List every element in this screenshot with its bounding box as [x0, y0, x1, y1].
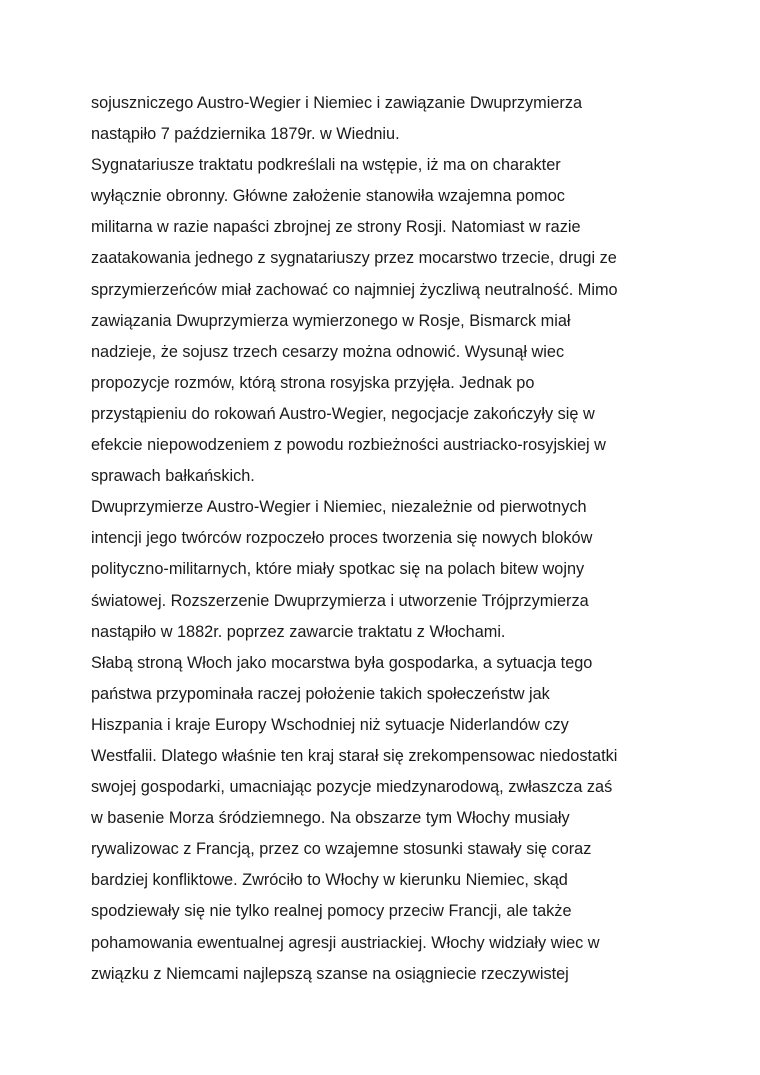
text-line: w basenie Morza śródziemnego. Na obszarze tym Włochy musiały — [91, 809, 570, 828]
text-line: Dwuprzymierze Austro-Wegier i Niemiec, niezależnie od pierwotnych — [91, 498, 587, 517]
text-line: związku z Niemcami najlepszą szanse na osiągniecie rzeczywistej — [91, 964, 569, 983]
text-line: spodziewały się nie tylko realnej pomocy przeciw Francji, ale także — [91, 902, 572, 921]
text-line: efekcie niepowodzeniem z powodu rozbieżności austriacko-rosyjskiej w — [91, 436, 606, 455]
text-line: intencji jego twórców rozpoczeło proces tworzenia się nowych bloków — [91, 529, 593, 548]
text-line: propozycje rozmów, którą strona rosyjska przyjęła. Jednak po — [91, 373, 535, 392]
text-line: militarna w razie napaści zbrojnej ze strony Rosji. Natomiast w razie — [91, 218, 581, 237]
text-line: bardziej konfliktowe. Zwróciło to Włochy w kierunku Niemiec, skąd — [91, 871, 568, 890]
text-line: państwa przypominała raczej położenie takich społeczeństw jak — [91, 684, 550, 703]
text-line: przystąpieniu do rokowań Austro-Wegier, negocjacje zakończyły się w — [91, 404, 595, 423]
text-line: pohamowania ewentualnej agresji austriackiej. Włochy widziały wiec w — [91, 933, 600, 952]
text-line: swojej gospodarki, umacniając pozycje miedzynarodową, zwłaszcza zaś — [91, 778, 613, 797]
body-text — [91, 88, 691, 990]
text-line: Hiszpania i kraje Europy Wschodniej niż sytuacje Niderlandów czy — [91, 715, 569, 734]
text-line: Słabą stroną Włoch jako mocarstwa była gospodarka, a sytuacja tego — [91, 653, 593, 672]
text-line: zaatakowania jednego z sygnatariuszy przez mocarstwo trzecie, drugi ze — [91, 249, 617, 268]
text-line: zawiązania Dwuprzymierza wymierzonego w Rosje, Bismarck miał — [91, 311, 571, 330]
text-line: Westfalii. Dlatego właśnie ten kraj starał się zrekompensowac niedostatki — [91, 746, 618, 765]
text-line: nastąpiło 7 października 1879r. w Wiedniu. — [91, 125, 400, 144]
text-line: nastąpiło w 1882r. poprzez zawarcie traktatu z Włochami. — [91, 622, 506, 641]
text-line: sprzymierzeńców miał zachować co najmniej życzliwą neutralność. Mimo — [91, 280, 618, 299]
text-line: rywalizowac z Francją, przez co wzajemne stosunki stawały się coraz — [91, 840, 592, 859]
text-line: nadzieje, że sojusz trzech cesarzy można odnowić. Wysunął wiec — [91, 342, 565, 361]
text-line: polityczno-militarnych, które miały spotkac się na polach bitew wojny — [91, 560, 585, 579]
text-line: sprawach bałkańskich. — [91, 467, 255, 486]
text-line: sojuszniczego Austro-Wegier i Niemiec i zawiązanie Dwuprzymierza — [91, 94, 583, 112]
text-line: Sygnatariusze traktatu podkreślali na wstępie, iż ma on charakter — [91, 156, 561, 175]
text-line: wyłącznie obronny. Główne założenie stanowiła wzajemna pomoc — [91, 187, 565, 206]
text-line: światowej. Rozszerzenie Dwuprzymierza i utworzenie Trójprzymierza — [91, 591, 589, 610]
